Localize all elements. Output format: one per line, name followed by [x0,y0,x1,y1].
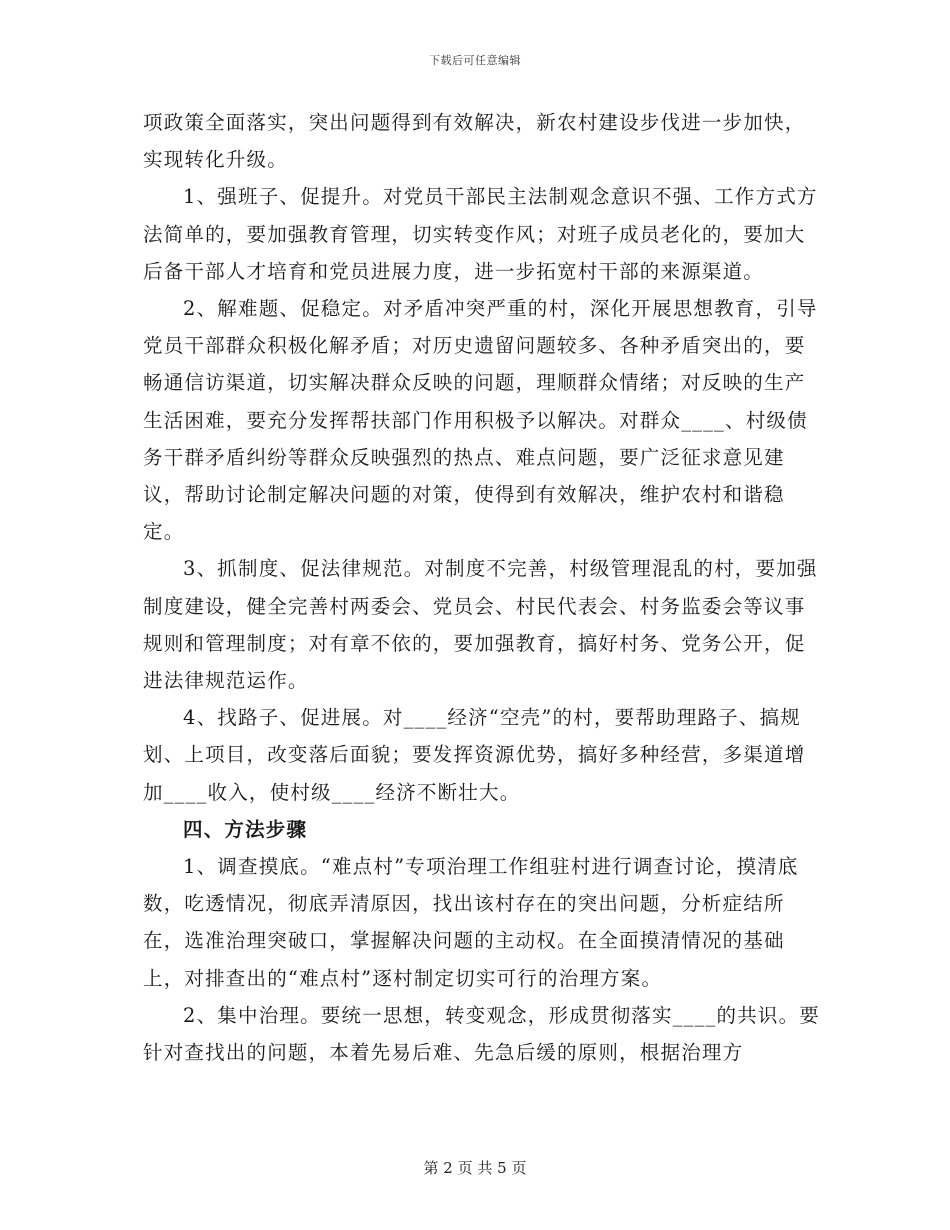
paragraph-strengthen-team: 1、强班子、促提升。对党员干部民主法制观念意识不强、工作方式方法简单的，要加强教育管理，切实转变作风；对班子成员老化的，要加大后备干部人才培育和党员进展力度，进一步拓宽村干部的来源渠道。 [143,185,818,283]
paragraph-investigation: 1、调查摸底。“难点村”专项治理工作组驻村进行调查讨论，摸清底数，吃透情况，彻底弄清原因，找出该村存在的突出问题，分析症结所在，选准治理突破口，掌握解决问题的主动权。在全面摸清情况的基础上，对排查出的“难点村”逐村制定切实可行的治理方案。 [143,855,799,990]
paragraph-development: 4、找路子、促进展。对____经济“空壳”的村，要帮助理路子、搞规划、上项目，改变落后面貌；要发挥资源优势，搞好多种经营，多渠道增加____收入，使村级____经济不断壮大。 [143,706,806,804]
section-heading-methods: 四、方法步骤 [183,817,308,841]
paragraph-continuation: 项政策全面落实，突出问题得到有效解决，新农村建设步伐进一步加快，实现转化升级。 [143,111,806,172]
paragraph-institution: 3、抓制度、促法律规范。对制度不完善，村级管理混乱的村，要加强制度建设，健全完善村两委会、党员会、村民代表会、村务监委会等议事规则和管理制度；对有章不依的，要加强教育，搞好村务、党务公开，促进法律规范运作。 [143,557,818,693]
paragraph-concentrated-governance: 2、集中治理。要统一思想，转变观念，形成贯彻落实____的共识。要针对查找出的问题，本着先易后难、先急后缓的原则，根据治理方 [143,1003,821,1065]
paragraph-solve-problems: 2、解难题、促稳定。对矛盾冲突严重的村，深化开展思想教育，引导党员干部群众积极化解矛盾；对历史遗留问题较多、各种矛盾突出的，要畅通信访渠道，切实解决群众反映的问题，理顺群众情绪；对反映的生产生活困难，要充分发挥帮扶部门作用积极予以解决。对群众____、村级债务干群矛盾纠纷等群众反映强烈的热点、难点问题，要广泛征求意见建议，帮助讨论制定解决问题的对策，使得到有效解决，维护农村和谐稳定。 [143,297,818,544]
page-number: 第 2 页 共 5 页 [423,1159,527,1177]
page-header-note: 下载后可任意编辑 [429,54,521,67]
document-body [143,104,823,1071]
